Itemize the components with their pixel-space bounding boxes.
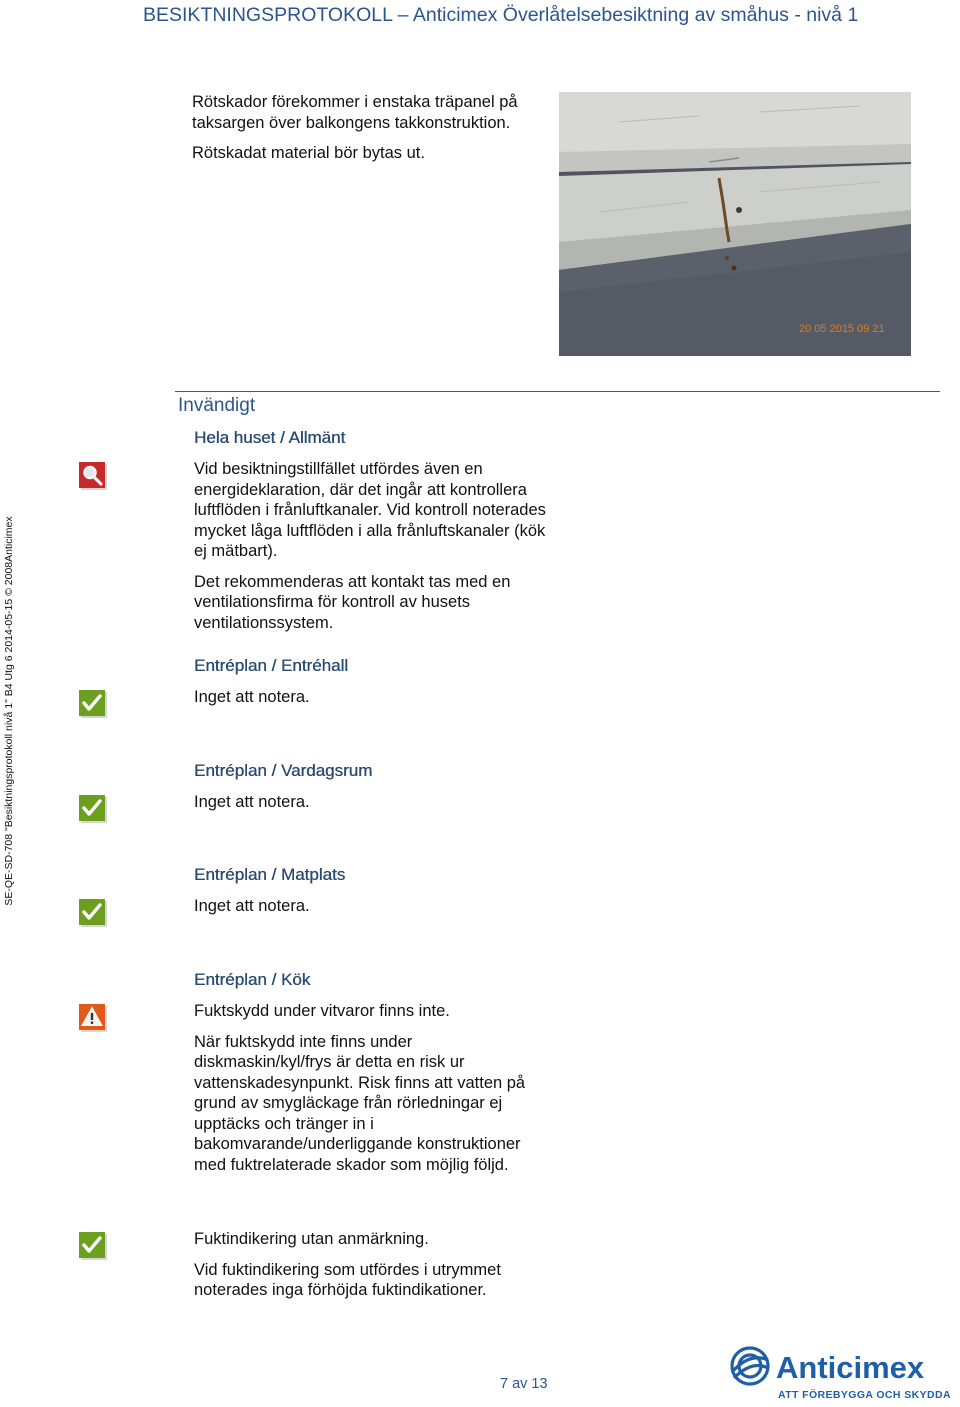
- item-matplats-paragraph-1: Inget att notera.: [194, 897, 310, 915]
- item-heading-allmant: Hela huset / Allmänt: [194, 428, 346, 447]
- item-text-entrehall: [194, 687, 554, 708]
- anticimex-logo: [728, 1342, 954, 1402]
- page-number: 7 av 13: [500, 1376, 548, 1392]
- item-text-vardagsrum: [194, 792, 554, 813]
- item-heading-vardagsrum: Entréplan / Vardagsrum: [194, 761, 373, 780]
- item-text-matplats: [194, 896, 554, 917]
- top-item-text: [192, 92, 537, 164]
- section-divider: [175, 391, 940, 392]
- checkmark-icon: [79, 1232, 109, 1262]
- top-item-paragraph-1: Rötskador förekommer i enstaka träpanel på taksargen över balkongens takkonstruktion.: [192, 93, 518, 132]
- section-title: Invändigt: [178, 395, 256, 416]
- item-entrehall-paragraph-1: Inget att notera.: [194, 688, 310, 706]
- item-allmant-paragraph-2: Det rekommenderas att kontakt tas med en ventilationsfirma för kontroll av husets ventilationssystem.: [194, 572, 511, 632]
- side-document-id-text: SE-QE-SD-708 "Besiktningsprotokoll nivå 1" B4 Utg 6 2014-05-15 © 2008Anticimex: [3, 516, 15, 906]
- logo-tagline: ATT FÖREBYGGA OCH SKYDDA: [778, 1389, 951, 1401]
- checkmark-icon: [79, 795, 109, 825]
- side-document-id: [0, 0, 18, 1407]
- magnifier-icon: [79, 462, 109, 492]
- checkmark-icon: [79, 690, 109, 720]
- document-header: BESIKTNINGSPROTOKOLL – Anticimex Överlåtelsebesiktning av småhus - nivå 1: [143, 4, 859, 26]
- top-item-paragraph-2: Rötskadat material bör bytas ut.: [192, 144, 425, 162]
- item-heading-entrehall: Entréplan / Entréhall: [194, 656, 349, 675]
- item-text-fuktindikering: [194, 1229, 554, 1301]
- item-fukt-paragraph-2: Vid fuktindikering som utfördes i utrymmet noterades inga förhöjda fuktindikationer.: [194, 1260, 501, 1299]
- item-text-kok: [194, 1001, 554, 1175]
- anticimex-emblem-icon: [732, 1348, 768, 1384]
- item-text-allmant: [194, 459, 554, 633]
- checkmark-icon: [79, 899, 109, 929]
- warning-icon: [79, 1004, 109, 1034]
- item-heading-kok: Entréplan / Kök: [194, 970, 311, 989]
- item-fukt-paragraph-1: Fuktindikering utan anmärkning.: [194, 1230, 429, 1248]
- rot-damage-photo: [559, 92, 911, 356]
- item-allmant-paragraph-1: Vid besiktningstillfället utfördes även en energideklaration, där det ingår att kontrollera luftflöden i frånluftkanaler. Vid kontroll noterades mycket låga luftflöden i alla frånluftskanaler (kök ej mätbart).: [194, 460, 546, 560]
- photo-timestamp: 20 05 2015 09 21: [799, 323, 885, 335]
- logo-wordmark: Anticimex: [776, 1350, 925, 1385]
- item-heading-matplats: Entréplan / Matplats: [194, 865, 346, 884]
- item-vardagsrum-paragraph-1: Inget att notera.: [194, 793, 310, 811]
- item-kok-paragraph-1: Fuktskydd under vitvaror finns inte.: [194, 1002, 450, 1020]
- item-kok-paragraph-2: När fuktskydd inte finns under diskmaskin/kyl/frys är detta en risk ur vattenskadesynpunkt. Risk finns att vatten på grund av smygläckage från rörledningar ej upptäcks och tränger in i bakomvarande/underliggande konstruktioner med fuktrelaterade skador som möjlig följd.: [194, 1032, 526, 1174]
